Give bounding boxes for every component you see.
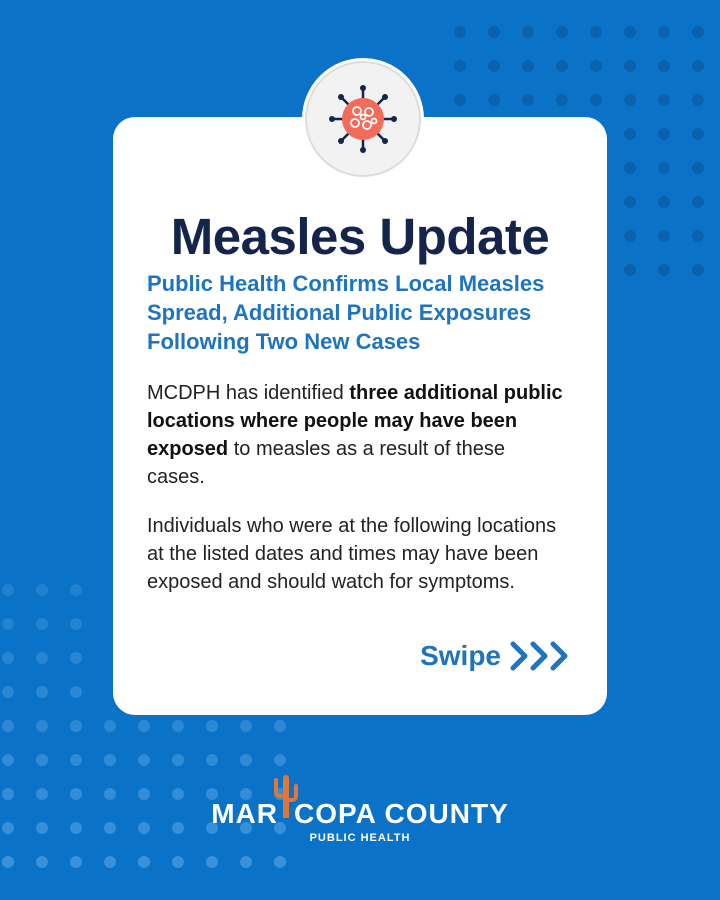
pattern-dot	[658, 128, 670, 140]
exposure-paragraph	[147, 379, 567, 491]
pattern-dot	[70, 618, 82, 630]
pattern-dot	[658, 264, 670, 276]
pattern-dot	[692, 162, 704, 174]
pattern-dot	[36, 584, 48, 596]
virus-badge	[302, 58, 424, 180]
pattern-dot	[624, 162, 636, 174]
pattern-dot	[104, 720, 116, 732]
pattern-dot	[522, 60, 534, 72]
pattern-dot	[36, 720, 48, 732]
pattern-dot	[36, 856, 48, 868]
page-title: Measles Update	[170, 208, 550, 265]
pattern-dot	[658, 230, 670, 242]
pattern-dot	[70, 584, 82, 596]
pattern-dot	[522, 94, 534, 106]
pattern-dot	[138, 754, 150, 766]
pattern-dot	[624, 230, 636, 242]
pattern-dot	[692, 60, 704, 72]
pattern-dot	[692, 26, 704, 38]
pattern-dot	[488, 94, 500, 106]
pattern-dot	[522, 26, 534, 38]
pattern-dot	[658, 162, 670, 174]
pattern-dot	[104, 856, 116, 868]
pattern-dot	[658, 196, 670, 208]
pattern-dot	[454, 60, 466, 72]
pattern-dot	[274, 856, 286, 868]
pattern-dot	[658, 26, 670, 38]
pattern-dot	[36, 618, 48, 630]
pattern-dot	[624, 264, 636, 276]
pattern-dot	[454, 26, 466, 38]
pattern-dot	[556, 60, 568, 72]
pattern-dot	[556, 94, 568, 106]
pattern-dot	[70, 856, 82, 868]
pattern-dot	[658, 60, 670, 72]
pattern-dot	[2, 584, 14, 596]
pattern-dot	[240, 754, 252, 766]
pattern-dot	[172, 720, 184, 732]
logo-subtitle: PUBLIC HEALTH	[309, 832, 411, 844]
pattern-dot	[692, 264, 704, 276]
guidance-paragraph: Individuals who were at the following locations at the listed dates and times may have been exposed and should watch for symptoms.	[147, 515, 557, 593]
pattern-dot	[624, 26, 636, 38]
pattern-dot	[138, 856, 150, 868]
pattern-dot	[454, 94, 466, 106]
pattern-dot	[274, 720, 286, 732]
pattern-dot	[70, 754, 82, 766]
pattern-dot	[488, 26, 500, 38]
pattern-dot	[104, 754, 116, 766]
pattern-dot	[70, 720, 82, 732]
logo-name-part1: MAR	[211, 798, 278, 829]
pattern-dot	[692, 94, 704, 106]
headline-subtitle: Public Health Confirms Local Measles Spread, Additional Public Exposures Following Two New Cases	[147, 271, 545, 354]
paragraph-emphasis: three additional public locations where people may have been exposed	[147, 382, 563, 460]
pattern-dot	[2, 720, 14, 732]
pattern-dot	[2, 618, 14, 630]
pattern-dot	[692, 196, 704, 208]
pattern-dot	[240, 856, 252, 868]
swipe-label: Swipe	[420, 640, 501, 671]
pattern-dot	[624, 128, 636, 140]
pattern-dot	[624, 94, 636, 106]
pattern-dot	[240, 720, 252, 732]
measles-virus-icon	[328, 84, 398, 154]
pattern-dot	[206, 856, 218, 868]
logo-wordmark	[0, 798, 720, 830]
pattern-dot	[274, 754, 286, 766]
pattern-dot	[36, 652, 48, 664]
pattern-dot	[70, 686, 82, 698]
pattern-dot	[206, 720, 218, 732]
pattern-dot	[624, 60, 636, 72]
pattern-dot	[556, 26, 568, 38]
pattern-dot	[70, 652, 82, 664]
pattern-dot	[2, 856, 14, 868]
pattern-dot	[206, 754, 218, 766]
pattern-dot	[2, 686, 14, 698]
pattern-dot	[36, 754, 48, 766]
triple-chevron-right-icon	[509, 640, 573, 672]
pattern-dot	[692, 128, 704, 140]
pattern-dot	[172, 856, 184, 868]
pattern-dot	[658, 94, 670, 106]
paragraph-tail: to measles as a result of these cases.	[147, 438, 505, 488]
pattern-dot	[2, 754, 14, 766]
pattern-dot	[172, 754, 184, 766]
pattern-dot	[692, 230, 704, 242]
pattern-dot	[2, 652, 14, 664]
swipe-button[interactable]	[420, 640, 573, 672]
pattern-dot	[36, 686, 48, 698]
pattern-dot	[590, 60, 602, 72]
pattern-dot	[624, 196, 636, 208]
pattern-dot	[590, 26, 602, 38]
logo-name-part2: COPA COUNTY	[293, 798, 509, 829]
pattern-dot	[138, 720, 150, 732]
paragraph-lead: MCDPH has identified	[147, 382, 350, 404]
pattern-dot	[488, 60, 500, 72]
info-card	[113, 117, 607, 715]
pattern-dot	[590, 94, 602, 106]
